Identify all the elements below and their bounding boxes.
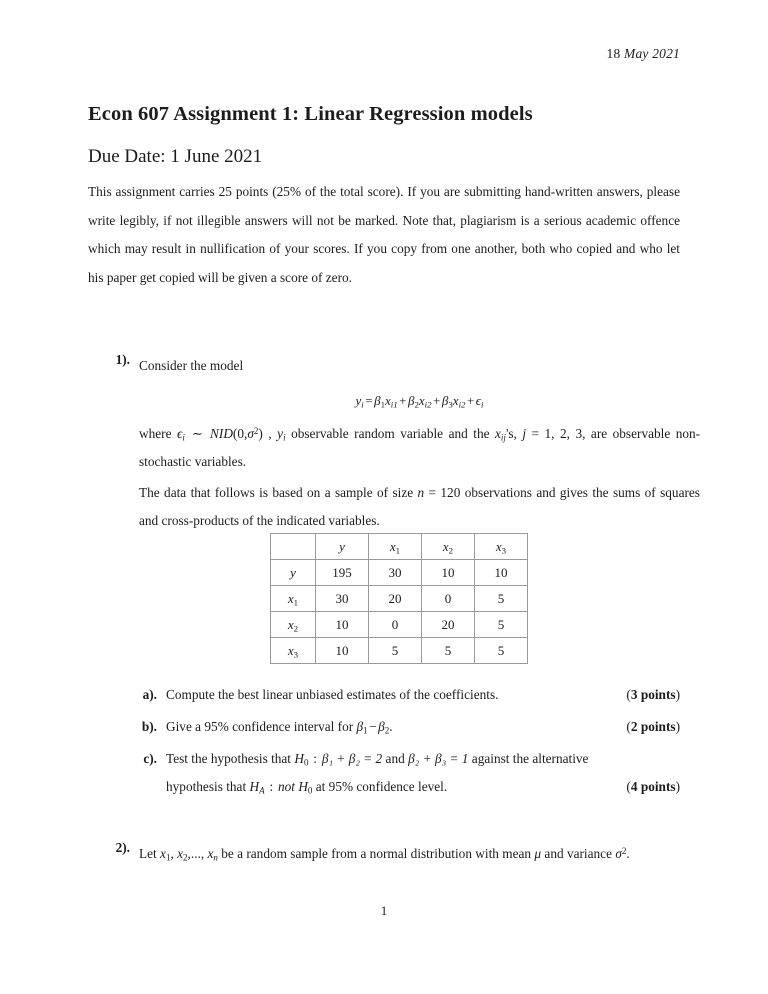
where-y-sub: i (283, 431, 286, 442)
subitem-c-text-2: against the alternative (471, 751, 589, 766)
table-col-header-x2: $x_2$ (422, 534, 475, 560)
p2-mu: μ (534, 846, 542, 861)
where-dist-close: ) , (258, 425, 272, 441)
table-cell: 5 (369, 638, 422, 664)
problem-1-lead-in: Consider the model (139, 358, 244, 373)
subitem-c-hypothesis-1: β₁ + β₂ = 2 (321, 751, 383, 766)
subitem-c-not: not (277, 779, 295, 794)
data-n-value: = 120 (428, 484, 461, 500)
table-cell: 0 (369, 612, 422, 638)
where-epsilon-sub: i (182, 431, 185, 442)
assignment-intro-paragraph: This assignment carries 25 points (25% of the total score). If you are submitting hand-written answers, please write legibly, if not illegible answers will not be marked. Note that, plagiarism is a serious academic offence which may result in nullification of your scores. If you copy from one another, both who copied and who let his paper get copied will be given a score of zero. (88, 184, 680, 285)
table-row-header-x3: $x_3$ (271, 638, 316, 664)
table-corner-cell (271, 534, 316, 560)
eq-lhs-var: y (355, 392, 362, 408)
table-cell: 10 (316, 638, 369, 664)
eq-term3-var: x (452, 392, 459, 408)
eq-error-var: ϵ (475, 392, 482, 408)
table-col-header-x1: $x_1$ (369, 534, 422, 560)
page-number: 1 (380, 903, 388, 918)
subitem-b-beta1: β (356, 719, 364, 734)
where-x-sub: ij (500, 431, 506, 442)
where-sigma: σ (247, 425, 254, 441)
table-cell: 5 (475, 612, 528, 638)
p2-dots: ,..., (187, 846, 205, 861)
table-cell: 30 (316, 586, 369, 612)
eq-term2-coef: β (407, 392, 415, 408)
sums-of-squares-table (270, 533, 528, 664)
subitem-c-line-1: Test the hypothesis that $H_0$ : β₁ + β₂ = 2 and β₂ + β₃ = 1 against the alternative (166, 751, 589, 768)
subitem-a (135, 681, 680, 709)
subitem-a-text: Compute the best linear unbiased estimates of the coefficients. (166, 687, 499, 702)
table-row-header-y: y (271, 560, 316, 586)
eq-term1-coef-sub: 1 (380, 398, 385, 409)
where-sigma-sup: 2 (253, 425, 259, 436)
p2-x2: x (177, 846, 184, 861)
table-col-header-x3: $x_3$ (475, 534, 528, 560)
subitem-b-letter: b). (141, 719, 157, 734)
p2-text-1: Let (139, 846, 157, 861)
where-distribution: NID (210, 425, 233, 441)
table-col-header-y: y (316, 534, 369, 560)
page-title: Econ 607 Assignment 1: Linear Regression models (88, 103, 533, 125)
eq-error-sub: i (481, 398, 484, 409)
subitem-c-ha: H (249, 779, 260, 794)
date-day: 18 (606, 46, 621, 61)
where-j: j (522, 425, 527, 441)
table-cell: 20 (422, 612, 475, 638)
table-cell: 0 (422, 586, 475, 612)
eq-term3-coef-sub: 3 (448, 398, 453, 409)
eq-lhs-sub: i (361, 398, 364, 409)
table-cell: 5 (422, 638, 475, 664)
eq-term2-var: x (418, 392, 425, 408)
problem-2-text: Let $x_1$, $x_2$,..., $x_n$ be a random sample from a normal distribution with mean μ and variance $\sigma^2$. (139, 845, 630, 863)
table-row (271, 638, 528, 664)
eq-term1-var-sub: i1 (390, 398, 398, 409)
subitem-b (135, 713, 680, 741)
subitem-c-text-3: hypothesis that (166, 779, 247, 794)
where-x: x (495, 425, 501, 441)
subitem-c (135, 745, 680, 801)
data-text-2: observations and gives the sums of squares and cross-products of the indicated variables. (139, 484, 700, 528)
table-row (271, 586, 528, 612)
subitem-b-beta2: β (378, 719, 385, 734)
subitem-b-body: Give a 95% confidence interval for $\beta_1 - \beta_2$. (2 points) (166, 713, 680, 741)
eq-term2-var-sub: i2 (424, 398, 432, 409)
subitem-a-letter: a). (142, 687, 157, 702)
where-dist-open: (0, (232, 425, 248, 441)
eq-term1-var: x (384, 392, 391, 408)
where-text-3: 's, (505, 425, 517, 441)
subitem-b-text-1: Give a 95% confidence interval for (166, 719, 354, 734)
where-epsilon: ϵ (176, 425, 183, 441)
where-text-4: are observable non-stochastic variables. (139, 425, 701, 469)
subitem-c-letter: c). (143, 751, 157, 766)
p2-sigma: σ (615, 846, 622, 861)
problem-1-equation: $y_i = \beta_1x_{i1} + \beta_2x_{i2} + \beta_3x_{i2} + \epsilon_i$ (355, 392, 484, 409)
subitem-c-body (166, 745, 680, 801)
problem-2-number: 2). (115, 840, 130, 855)
table-cell: 30 (369, 560, 422, 586)
table-cell: 5 (475, 638, 528, 664)
problem-1-data-description (139, 479, 700, 536)
table-cell: 10 (316, 612, 369, 638)
p2-text-3: and variance (544, 846, 612, 861)
date-month-year: May 2021 (624, 46, 680, 61)
table-row-header-x2: $x_2$ (271, 612, 316, 638)
data-n-symbol: n (417, 484, 425, 500)
eq-term2-coef-sub: 2 (414, 398, 419, 409)
document-date (607, 46, 680, 62)
subitem-b-text-2: . (389, 719, 393, 734)
where-text-2: observable random variable and the (291, 425, 490, 441)
eq-term3-var-sub: i2 (458, 398, 466, 409)
eq-term1-coef: β (374, 392, 381, 408)
subitem-c-and: and (385, 751, 405, 766)
problem-1-where-clause: where $\epsilon_i$ ∼ $NID(0,\sigma^2)$ , $y_i$ observable random variable and the $x_{ij}'s$, j = 1, 2, 3, are observable non-stochastic variables. (139, 425, 701, 469)
p2-text-4: . (626, 846, 630, 861)
subitem-b-points: (2 points) (626, 719, 680, 734)
subitem-c-h0-alt: H (298, 779, 308, 794)
where-y: y (277, 425, 284, 441)
table-cell: 195 (316, 560, 369, 586)
table-row (271, 560, 528, 586)
table-cell: 5 (475, 586, 528, 612)
table-cell: 10 (422, 560, 475, 586)
eq-term3-coef: β (441, 392, 449, 408)
problem-1-body (139, 352, 700, 536)
table-header-row (271, 534, 528, 560)
table-cell: 10 (475, 560, 528, 586)
data-text-1: The data that follows is based on a sample of size (139, 484, 414, 500)
table-row (271, 612, 528, 638)
sums-of-squares-table-wrapper (270, 533, 528, 664)
p2-x1: x (160, 846, 166, 861)
problem-1 (100, 352, 700, 536)
problem-1-number: 1). (115, 352, 130, 367)
subitem-c-line-2: hypothesis that $H_A$ : not $H_0$ at 95% confidence level. (4 points) (166, 773, 680, 801)
problem-2 (100, 840, 700, 869)
p2-xn: x (207, 846, 214, 861)
due-date-heading: Due Date: 1 June 2021 (88, 146, 263, 167)
table-cell: 20 (369, 586, 422, 612)
where-j-values: = 1, 2, 3, (531, 425, 586, 441)
problem-2-body (139, 840, 700, 869)
subitem-c-h0: H (294, 751, 304, 766)
subitem-c-text-1: Test the hypothesis that (166, 751, 292, 766)
p2-text-2: be a random sample from a normal distribution with mean (221, 846, 532, 861)
subitem-c-text-4: at 95% confidence level. (315, 779, 448, 794)
subitem-a-body (166, 681, 680, 709)
subitem-a-points: (3 points) (626, 687, 680, 702)
table-row-header-x1: $x_1$ (271, 586, 316, 612)
subitem-c-points: (4 points) (626, 779, 680, 794)
subitem-c-hypothesis-2: β₂ + β₃ = 1 (408, 751, 469, 766)
problem-1-subitems (135, 681, 680, 805)
where-label: where (139, 425, 172, 441)
